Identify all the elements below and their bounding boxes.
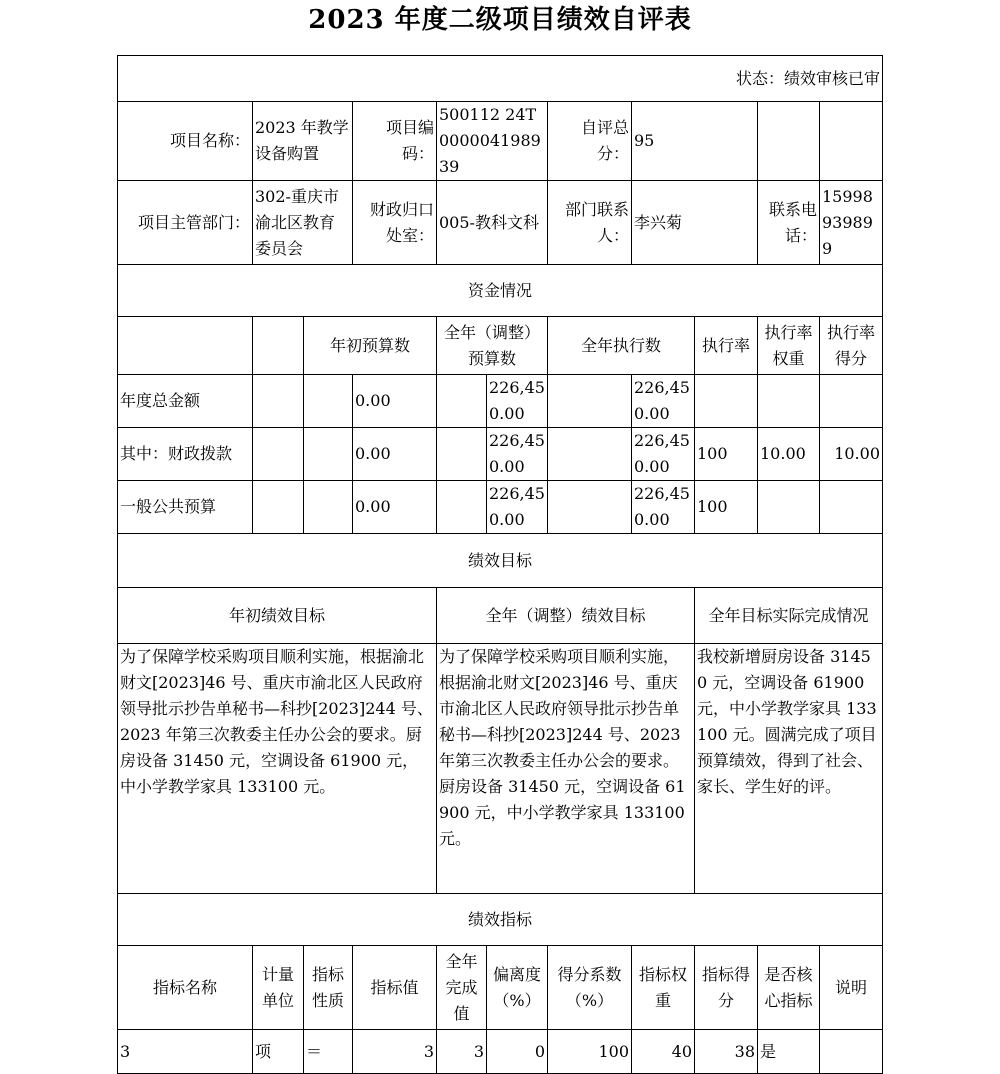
empty-cell <box>304 481 353 534</box>
indicator-header-value: 指标值 <box>353 946 437 1030</box>
empty-cell <box>548 375 632 428</box>
empty-cell <box>253 428 304 481</box>
indicator-completed: 3 <box>437 1030 487 1074</box>
indicators-section-title: 绩效指标 <box>118 894 883 946</box>
project-name-value: 2023 年教学设备购置 <box>253 102 353 181</box>
funds-header-adjusted: 全年（调整）预算数 <box>437 317 548 375</box>
indicator-header-name: 指标名称 <box>118 946 253 1030</box>
goals-initial-header: 年初绩效目标 <box>118 588 437 644</box>
funds-adjusted-value: 226,450.00 <box>487 375 548 428</box>
indicator-note <box>820 1030 883 1074</box>
indicator-header-core: 是否核心指标 <box>758 946 820 1030</box>
funds-header-rate: 执行率 <box>695 317 758 375</box>
empty-cell <box>437 375 487 428</box>
project-name-label: 项目名称： <box>118 102 253 181</box>
goals-adjusted-header: 全年（调整）绩效目标 <box>437 588 695 644</box>
finance-label: 财政归口处室： <box>353 181 437 265</box>
page-title: 2023 年度二级项目绩效自评表 <box>308 5 692 35</box>
empty-cell <box>820 102 883 181</box>
empty-cell <box>437 481 487 534</box>
status-text: 状态：绩效审核已审 <box>118 56 883 102</box>
project-code-value: 500112 24T000004198939 <box>437 102 548 181</box>
indicator-weight: 40 <box>632 1030 695 1074</box>
goals-actual-text: 我校新增厨房设备 31450 元，空调设备 61900 元，中小学教学家具 133100 元。圆满完成了项目预算绩效，得到了社会、家长、学生好的评。 <box>695 644 883 894</box>
indicator-header-unit: 计量单位 <box>253 946 304 1030</box>
funds-header-initial: 年初预算数 <box>304 317 437 375</box>
funds-initial-value: 0.00 <box>353 481 437 534</box>
indicator-header-note: 说明 <box>820 946 883 1030</box>
contact-label: 部门联系人： <box>548 181 632 265</box>
indicator-unit: 项 <box>253 1030 304 1074</box>
empty-cell <box>548 481 632 534</box>
indicator-score: 38 <box>695 1030 758 1074</box>
indicator-deviation: 0 <box>487 1030 548 1074</box>
indicator-header-score: 指标得分 <box>695 946 758 1030</box>
funds-row <box>118 428 883 481</box>
funds-row-label: 一般公共预算 <box>118 481 253 534</box>
funds-executed-value: 226,450.00 <box>632 428 695 481</box>
indicator-nature: ＝ <box>304 1030 353 1074</box>
empty-cell <box>758 102 820 181</box>
goals-initial-text: 为了保障学校采购项目顺利实施，根据渝北财文[2023]46 号、重庆市渝北区人民政府领导批示抄告单秘书—科抄[2023]244 号、2023 年第三次教委主任办公会的要求。厨房设备 31450 元，空调设备 61900 元，中小学教学家具 133100 元。 <box>118 644 437 894</box>
funds-score-value: 10.00 <box>820 428 883 481</box>
funds-row-label: 其中：财政拨款 <box>118 428 253 481</box>
funds-executed-value: 226,450.00 <box>632 481 695 534</box>
goals-adjusted-text: 为了保障学校采购项目顺利实施，根据渝北财文[2023]46 号、重庆市渝北区人民政府领导批示抄告单秘书—科抄[2023]244 号、2023 年第三次教委主任办公会的要求。厨房设备 31450 元，空调设备 61900 元，中小学教学家具 133100 元。 <box>437 644 695 894</box>
goals-section-title: 绩效目标 <box>118 534 883 588</box>
funds-weight-value: 10.00 <box>758 428 820 481</box>
indicator-header-nature: 指标性质 <box>304 946 353 1030</box>
dept-label: 项目主管部门： <box>118 181 253 265</box>
self-score-label: 自评总分： <box>548 102 632 181</box>
funds-weight-value <box>758 481 820 534</box>
indicator-name: 3 <box>118 1030 253 1074</box>
funds-rate-value <box>695 375 758 428</box>
funds-adjusted-value: 226,450.00 <box>487 428 548 481</box>
phone-value: 15998939899 <box>820 181 883 265</box>
indicator-value: 3 <box>353 1030 437 1074</box>
funds-section-title: 资金情况 <box>118 265 883 317</box>
funds-row-label: 年度总金额 <box>118 375 253 428</box>
indicator-header-weight: 指标权重 <box>632 946 695 1030</box>
evaluation-form <box>117 55 883 1074</box>
funds-score-value <box>820 481 883 534</box>
funds-row <box>118 375 883 428</box>
contact-value: 李兴菊 <box>632 181 758 265</box>
self-score-value: 95 <box>632 102 758 181</box>
dept-value: 302-重庆市渝北区教育委员会 <box>253 181 353 265</box>
empty-cell <box>437 428 487 481</box>
indicator-row <box>118 1030 883 1074</box>
funds-score-value <box>820 375 883 428</box>
project-code-label: 项目编码： <box>353 102 437 181</box>
funds-initial-value: 0.00 <box>353 375 437 428</box>
indicator-header-deviation: 偏离度（%） <box>487 946 548 1030</box>
empty-cell <box>118 317 253 375</box>
empty-cell <box>253 375 304 428</box>
empty-cell <box>304 375 353 428</box>
funds-header-executed: 全年执行数 <box>548 317 695 375</box>
funds-header-score: 执行率得分 <box>820 317 883 375</box>
empty-cell <box>253 481 304 534</box>
empty-cell <box>253 317 304 375</box>
finance-value: 005-教科文科 <box>437 181 548 265</box>
indicator-header-completed: 全年完成值 <box>437 946 487 1030</box>
phone-label: 联系电话： <box>758 181 820 265</box>
funds-weight-value <box>758 375 820 428</box>
funds-initial-value: 0.00 <box>353 428 437 481</box>
empty-cell <box>304 428 353 481</box>
funds-adjusted-value: 226,450.00 <box>487 481 548 534</box>
indicator-coef: 100 <box>548 1030 632 1074</box>
funds-rate-value: 100 <box>695 481 758 534</box>
funds-executed-value: 226,450.00 <box>632 375 695 428</box>
funds-header-weight: 执行率权重 <box>758 317 820 375</box>
indicator-header-coef: 得分系数（%） <box>548 946 632 1030</box>
goals-actual-header: 全年目标实际完成情况 <box>695 588 883 644</box>
funds-rate-value: 100 <box>695 428 758 481</box>
empty-cell <box>548 428 632 481</box>
funds-row <box>118 481 883 534</box>
indicator-core: 是 <box>758 1030 820 1074</box>
